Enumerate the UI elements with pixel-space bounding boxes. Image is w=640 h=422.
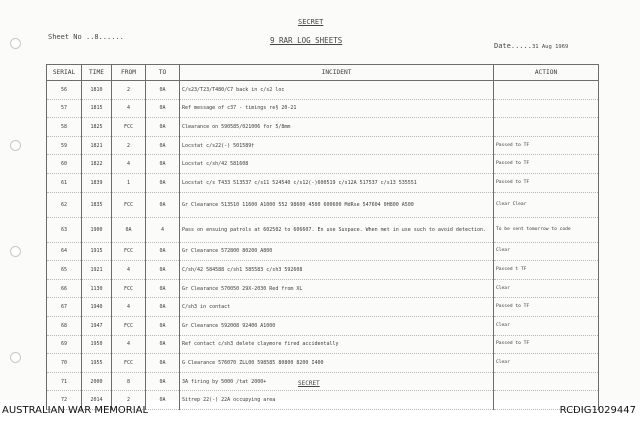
- cell-from: 4: [112, 261, 146, 280]
- cell-incident: Gr Clearance 572800 80200 A800: [180, 242, 494, 261]
- sheet-number: [48, 33, 124, 41]
- cell-incident: Sitrep 22(-) 22A occupying area: [180, 391, 494, 410]
- cell-from: 4: [112, 335, 146, 354]
- cell-serial: 68: [47, 316, 82, 335]
- cell-action: Passed to TF: [494, 298, 599, 317]
- cell-action: [494, 99, 599, 118]
- cell-from: FCC: [112, 354, 146, 373]
- cell-action: Clear Clear: [494, 192, 599, 217]
- log-row: [47, 155, 599, 174]
- cell-incident: Pass on ensuing patrols at 602502 to 606607. En use Suspace. When met in use such to avoid detection.: [180, 217, 494, 242]
- classification-bottom: SECRET: [298, 380, 320, 387]
- cell-serial: 61: [47, 173, 82, 192]
- cell-time: 1915: [82, 242, 112, 261]
- cell-incident: Ref message of c37 - timings re§ 20-21: [180, 99, 494, 118]
- cell-from: 4: [112, 155, 146, 174]
- log-table: [46, 64, 599, 410]
- cell-to: 0A: [146, 335, 180, 354]
- cell-incident: Locstat c/s22(-) 501589†: [180, 136, 494, 155]
- cell-incident: G Clearance 576070 ZLL00 598585 80800 8200 I400: [180, 354, 494, 373]
- date-label: Date.....: [494, 42, 532, 50]
- cell-from: 0A: [112, 217, 146, 242]
- log-row: [47, 173, 599, 192]
- log-row: [47, 298, 599, 317]
- cell-time: 1955: [82, 354, 112, 373]
- cell-serial: 60: [47, 155, 82, 174]
- cell-from: FCC: [112, 192, 146, 217]
- cell-serial: 67: [47, 298, 82, 317]
- cell-action: [494, 118, 599, 137]
- cell-serial: 63: [47, 217, 82, 242]
- cell-incident: Clearance on 590585/021006 for 5/8mm: [180, 118, 494, 137]
- log-row: [47, 136, 599, 155]
- cell-time: 1822: [82, 155, 112, 174]
- cell-time: 1825: [82, 118, 112, 137]
- cell-incident: Locstat c/s T433 513537 c/s11 524540 c/s12(-)600519 c/s12A 517537 c/s13 535551: [180, 173, 494, 192]
- cell-to: 0A: [146, 81, 180, 100]
- cell-incident: Ref contact c/sh3 delete claymore fired accidentally: [180, 335, 494, 354]
- cell-serial: 58: [47, 118, 82, 137]
- date-field: [494, 42, 568, 50]
- cell-from: FCC: [112, 279, 146, 298]
- cell-action: Passed to TF: [494, 136, 599, 155]
- sheet-value: ..8......: [85, 33, 124, 41]
- punch-hole: [10, 352, 21, 363]
- archive-reference: RCDIG1029447: [559, 405, 636, 416]
- cell-action: Passed to TF: [494, 335, 599, 354]
- log-row: [47, 354, 599, 373]
- cell-action: [494, 81, 599, 100]
- cell-action: Clear: [494, 316, 599, 335]
- log-row: [47, 335, 599, 354]
- cell-from: 1: [112, 173, 146, 192]
- cell-incident: C/sh3 in contact: [180, 298, 494, 317]
- cell-incident: C/s23/T23/T480/C7 back in c/s2 loc: [180, 81, 494, 100]
- log-row: [47, 242, 599, 261]
- header-row: [47, 65, 599, 81]
- cell-to: 0A: [146, 155, 180, 174]
- cell-serial: 59: [47, 136, 82, 155]
- cell-time: 1921: [82, 261, 112, 280]
- cell-incident: Gr Clearance 513510 11600 A1000 552 98600 4500 600600 MdRse 547604 0H800 A500: [180, 192, 494, 217]
- cell-from: FCC: [112, 316, 146, 335]
- cell-to: 0A: [146, 136, 180, 155]
- cell-incident: Locstat c/sh/42 581608: [180, 155, 494, 174]
- log-row: [47, 217, 599, 242]
- cell-from: 2: [112, 391, 146, 410]
- cell-time: 1839: [82, 173, 112, 192]
- log-row: [47, 192, 599, 217]
- log-row: [47, 118, 599, 137]
- cell-incident: 3A firing by 5000 /tat 2000+: [180, 372, 494, 391]
- cell-time: 1810: [82, 81, 112, 100]
- cell-to: 0A: [146, 261, 180, 280]
- cell-action: [494, 372, 599, 391]
- log-row: [47, 316, 599, 335]
- cell-serial: 70: [47, 354, 82, 373]
- col-to: TO: [146, 65, 180, 81]
- cell-serial: 62: [47, 192, 82, 217]
- cell-serial: 56: [47, 81, 82, 100]
- sheet-label: Sheet No: [48, 33, 82, 41]
- cell-serial: 65: [47, 261, 82, 280]
- log-row: [47, 99, 599, 118]
- archive-credit: AUSTRALIAN WAR MEMORIAL: [2, 405, 149, 416]
- cell-action: Passed t TF: [494, 261, 599, 280]
- cell-from: 4: [112, 99, 146, 118]
- cell-from: 4: [112, 298, 146, 317]
- log-row: [47, 279, 599, 298]
- cell-time: 1815: [82, 99, 112, 118]
- punch-hole: [10, 140, 21, 151]
- cell-to: 0A: [146, 354, 180, 373]
- cell-serial: 72: [47, 391, 82, 410]
- cell-to: 0A: [146, 316, 180, 335]
- cell-to: 4: [146, 217, 180, 242]
- cell-time: 1835: [82, 192, 112, 217]
- cell-serial: 71: [47, 372, 82, 391]
- cell-to: 0A: [146, 279, 180, 298]
- cell-to: 0A: [146, 99, 180, 118]
- cell-time: 1821: [82, 136, 112, 155]
- cell-time: 1130: [82, 279, 112, 298]
- cell-time: 1947: [82, 316, 112, 335]
- log-row: [47, 81, 599, 100]
- cell-action: Clear: [494, 354, 599, 373]
- cell-serial: 57: [47, 99, 82, 118]
- col-from: FROM: [112, 65, 146, 81]
- cell-to: 0A: [146, 192, 180, 217]
- document-title: 9 RAR LOG SHEETS: [270, 36, 343, 45]
- cell-from: 2: [112, 136, 146, 155]
- cell-from: 8: [112, 372, 146, 391]
- cell-to: 0A: [146, 242, 180, 261]
- cell-time: 1950: [82, 335, 112, 354]
- cell-from: FCC: [112, 118, 146, 137]
- cell-serial: 66: [47, 279, 82, 298]
- cell-action: Passed to TF: [494, 155, 599, 174]
- cell-incident: C/sh/42 584588 c/sh1 585583 c/sh3 592608: [180, 261, 494, 280]
- cell-incident: Gr Clearance 592008 92400 A1000: [180, 316, 494, 335]
- cell-to: 0A: [146, 118, 180, 137]
- cell-action: Passed to TF: [494, 173, 599, 192]
- cell-time: 2000: [82, 372, 112, 391]
- cell-time: 1940: [82, 298, 112, 317]
- cell-time: 1900: [82, 217, 112, 242]
- cell-incident: Gr Clearance 570050 29X-2030 Red from XL: [180, 279, 494, 298]
- cell-action: To be sent tomorrow to code: [494, 217, 599, 242]
- cell-to: 0A: [146, 372, 180, 391]
- classification-top: SECRET: [298, 18, 324, 26]
- log-row: [47, 372, 599, 391]
- cell-serial: 69: [47, 335, 82, 354]
- cell-serial: 64: [47, 242, 82, 261]
- col-action: ACTION: [494, 65, 599, 81]
- cell-action: Clear: [494, 279, 599, 298]
- cell-to: 0A: [146, 391, 180, 410]
- cell-time: 2014: [82, 391, 112, 410]
- col-time: TIME: [82, 65, 112, 81]
- cell-from: 2: [112, 81, 146, 100]
- col-incident: INCIDENT: [180, 65, 494, 81]
- date-value: 31 Aug 1969: [531, 44, 569, 50]
- cell-to: 0A: [146, 173, 180, 192]
- cell-action: Clear: [494, 242, 599, 261]
- punch-hole: [10, 38, 21, 49]
- cell-from: FCC: [112, 242, 146, 261]
- punch-hole: [10, 246, 21, 257]
- cell-to: 0A: [146, 298, 180, 317]
- log-row: [47, 261, 599, 280]
- col-serial: SERIAL: [47, 65, 82, 81]
